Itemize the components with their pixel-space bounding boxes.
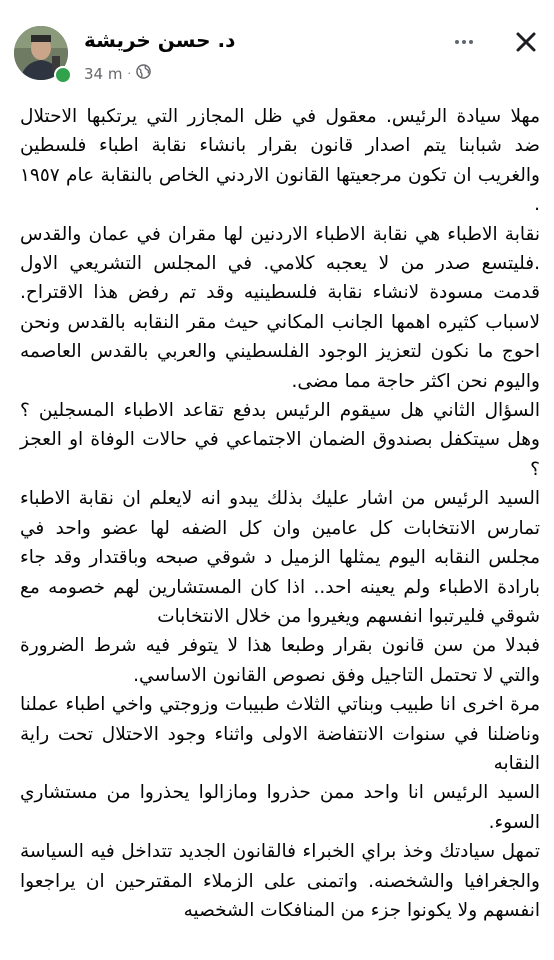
more-dot	[469, 40, 473, 44]
post-paragraph: مهلا سيادة الرئيس. معقول في ظل المجازر التي يرتكبها الاحتلال ضد شبابنا يتم اصدار قانون بقرار بانشاء نقابة اطباء فلسطين والغريب ان تكون مرجعيتها القانون الاردني الخاص بالنقابة عام ١٩٥٧ .	[20, 106, 540, 216]
post-paragraph: السيد الرئيس من اشار عليك بذلك يبدو انه لايعلم ان نقابة الاطباء تمارس الانتخابات كل عامين وان كل الضفه لها عضو واحد في مجلس النقابه اليوم يمثلها الزميل د شوقي صبحه وباقتدار وقد جاء بارادة الاطباء ولم يعينه احد.. اذا كان المستشارين لهم خصومه مع شوقي فليرتبوا انفسهم ويغيروا من خلال الانتخابات	[20, 488, 540, 627]
post-timestamp[interactable]: 34 m	[84, 64, 123, 83]
post-paragraph: السيد الرئيس انا واحد ممن حذروا ومازالوا يحذروا من مستشاري السوء.	[20, 782, 540, 833]
post-paragraph: مرة اخرى انا طبيب وبناتي الثلاث طبيبات وزوجتي واخي اطباء عملنا وناضلنا في سنوات الانتفاضة الاولى واثناء وجود الاحتلال تحت راية النقابه	[20, 694, 540, 774]
close-button[interactable]	[510, 26, 542, 58]
globe-icon	[136, 64, 151, 83]
online-status-badge	[54, 66, 72, 84]
more-dot	[462, 40, 466, 44]
post-author-name[interactable]: د. حسن خريشة	[84, 28, 236, 52]
post-text	[20, 102, 540, 925]
post-header	[0, 0, 554, 100]
more-options-button[interactable]	[452, 30, 476, 54]
meta-separator: ·	[127, 67, 131, 80]
post-paragraph: نقابة الاطباء هي نقابة الاطباء الاردنين لها مقران في عمان والقدس .فليتسع صدر من لا يعجبه كلامي. في المجلس التشريعي الاول قدمت مسودة لانشاء نقابة فلسطينيه وقد تم رفض هذا الاقتراح. لاسباب كثيره اهمها الجانب المكاني حيث مقر النقابه بالقدس ونحن احوج ما نكون لتعزيز الوجود الفلسطيني والعربي بالقدس العاصمه واليوم نحن اكثر حاجة مما مضى.	[20, 223, 540, 392]
post-paragraph: تمهل سيادتك وخذ براي الخبراء فالقانون الجديد تتداخل فيه السياسة والجغرافيا والشخصنه. واتمنى على الزملاء المقترحين ان يراجعوا انفسهم ولا يكونوا جزء من المنافكات الشخصيه	[20, 841, 540, 921]
post-paragraph: السؤال الثاني هل سيقوم الرئيس بدفع تقاعد الاطباء المسجلين ؟وهل سيتكفل بصندوق الضمان الاجتماعي في حالات الوفاة او العجز ؟	[20, 400, 540, 480]
close-icon	[515, 31, 537, 53]
post-paragraph: فبدلا من سن قانون بقرار وطبعا هذا لا يتوفر فيه شرط الضرورة والتي لا تحتمل التاجيل وفق نصوص القانون الاساسي.	[20, 635, 540, 686]
more-horizontal-icon	[455, 40, 459, 44]
post-meta	[84, 64, 151, 83]
